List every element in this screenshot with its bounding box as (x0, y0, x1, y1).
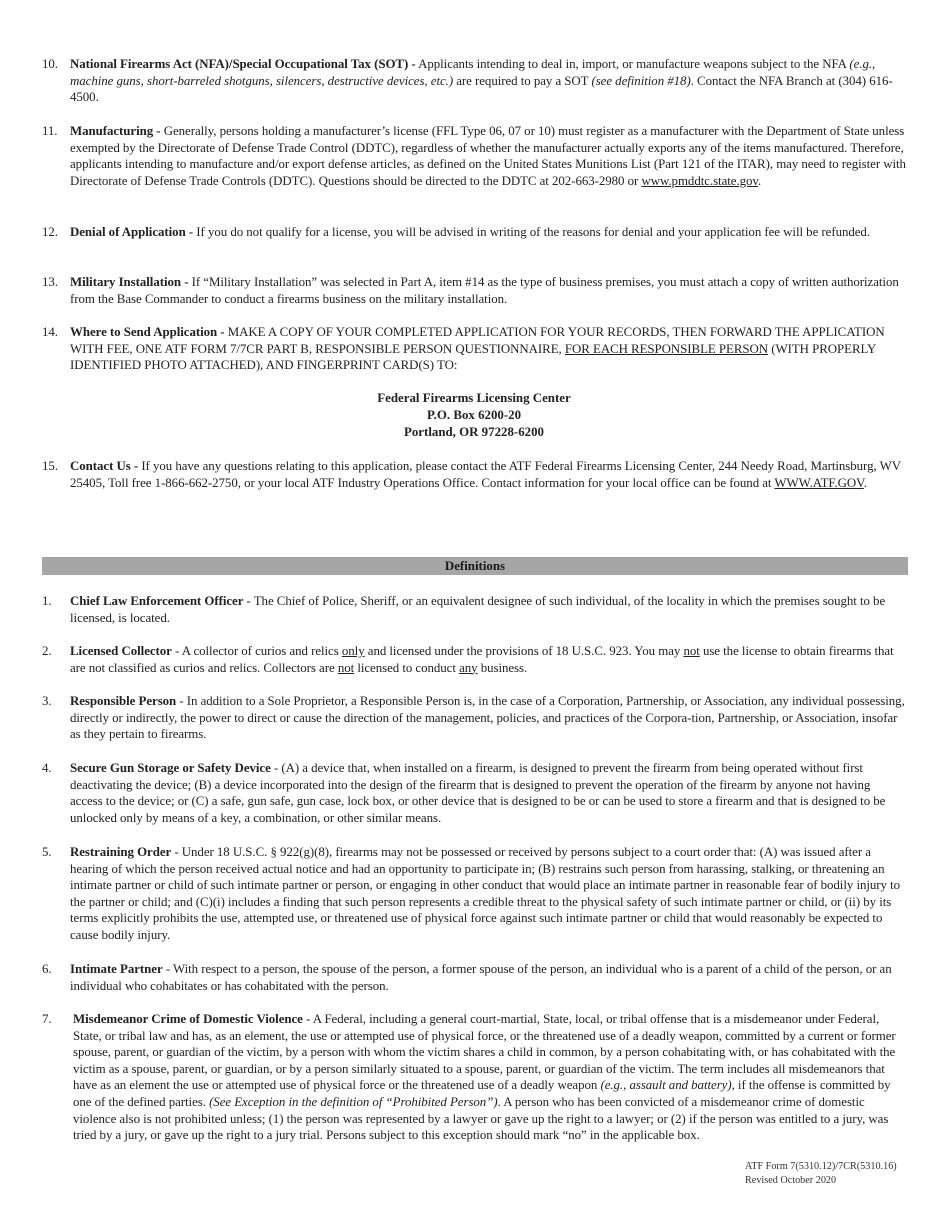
item-number: 10. (42, 57, 58, 71)
instruction-item-15 (42, 458, 906, 491)
definition-item-4 (42, 760, 906, 826)
address-line-1: Federal Firearms Licensing Center (377, 391, 571, 405)
address-line-2: P.O. Box 6200-20 (426, 408, 522, 422)
item-number: 15. (42, 459, 58, 473)
ddtc-website-link[interactable]: www.pmddtc.state.gov (641, 173, 758, 188)
item-body: Manufacturing - Generally, persons holding a manufacturer’s license (FFL Type 06, 07 or 10) must register as a manufacturer with the Department of State unless exempted by the Directorate of Defense Trade Control (DDTC), regardless of whether the manufacturer actually exports any of the items manufactured. Therefore, applicants intending to manufacture and/or export defense articles, as defined on the United States Munitions List (Part 121 of the ITAR), may need to register with Directorate of Defense Trade Controls (DDTC). Questions should be directed to the DDTC at 202-663-2980 or www.pmddtc.state.gov. (70, 124, 906, 188)
item-body: Restraining Order - Under 18 U.S.C. § 922(g)(8), firearms may not be possessed or received by persons subject to a court order that: (A) was issued after a hearing of which the person received actual notice and had an opportunity to participate in; (B) restrains such person from harassing, stalking, or threatening an intimate partner or child of such intimate partner or person, or engaging in other conduct that would place an intimate partner in reasonable fear of bodily injury to the partner or child; and (C)(i) includes a finding that such person represents a credible threat to the physical safety of such intimate partner or child, or (ii) by its terms explicitly prohibits the use, attempted use, or threatened use of physical force against such intimate partner or child that would reasonably be expected to cause bodily injury. (70, 845, 901, 942)
definition-item-5 (42, 844, 906, 944)
item-number: 2. (42, 644, 52, 658)
item-title: Intimate Partner (70, 962, 163, 976)
definition-item-1 (42, 593, 906, 626)
item-number: 3. (42, 694, 52, 708)
item-title: Denial of Application - (70, 225, 194, 239)
definition-item-3 (42, 693, 906, 743)
item-title: National Firearms Act (NFA)/Special Occupational Tax (SOT) - (70, 57, 416, 71)
item-body: Contact Us - If you have any questions relating to this application, please contact the ATF Federal Firearms Licensing Center, 244 Needy Road, Martinsburg, WV 25405, Toll free 1-866-662-2750, or your local ATF Industry Operations Office. Contact information for your local office can be found at WWW.ATF.GOV. (70, 459, 901, 490)
item-number: 1. (42, 594, 52, 608)
item-body: Secure Gun Storage or Safety Device - (A) a device that, when installed on a firearm, is designed to prevent the firearm from being operated without first deactivating the device; (B) a device incorporated into the design of the firearm that is designed to prevent the operation of the firearm by anyone not having access to the device; or (C) a safe, gun safe, gun case, lock box, or other device that is designed to be or can be used to store a firearm and that is designed to be unlocked only by means of a key, a combination, or other similar means. (70, 761, 886, 825)
instruction-item-13 (42, 274, 906, 307)
item-title: Contact Us - (70, 459, 139, 473)
item-number: 14. (42, 325, 58, 339)
instruction-item-12 (42, 224, 906, 241)
definitions-header: Definitions (42, 557, 908, 575)
item-title: Military Installation - (70, 275, 189, 289)
mailing-address (42, 390, 906, 441)
item-number: 5. (42, 845, 52, 859)
item-number: 11. (42, 124, 58, 138)
instruction-item-14 (42, 324, 906, 374)
item-body: Military Installation - If “Military Installation” was selected in Part A, item #14 as the type of business premises, you must attach a copy of written authorization from the Base Commander to conduct a firearms business on the military installation. (70, 275, 899, 306)
form-number: ATF Form 7(5310.12)/7CR(5310.16) (745, 1161, 897, 1172)
item-title: Misdemeanor Crime of Domestic Violence (73, 1012, 303, 1026)
instruction-item-10 (42, 56, 906, 106)
item-title: Licensed Collector (70, 644, 172, 658)
item-title: Manufacturing - (70, 124, 161, 138)
item-number: 4. (42, 761, 52, 775)
form-footer (745, 1160, 897, 1187)
item-title: Restraining Order (70, 845, 172, 859)
item-title: Chief Law Enforcement Officer (70, 594, 244, 608)
definition-item-7 (42, 1011, 906, 1144)
item-number: 12. (42, 225, 58, 239)
item-body: Where to Send Application - MAKE A COPY OF YOUR COMPLETED APPLICATION FOR YOUR RECORDS, THEN FORWARD THE APPLICATION WITH FEE, ONE ATF FORM 7/7CR PART B, RESPONSIBLE PERSON QUESTIONNAIRE, FOR EACH RESPONSIBLE PERSON (WITH PROPERLY IDENTIFIED PHOTO ATTACHED), AND FINGERPRINT CARD(S) TO: (70, 325, 885, 373)
definition-item-2 (42, 643, 906, 676)
item-number: 13. (42, 275, 58, 289)
item-title: Where to Send Application - (70, 325, 225, 339)
item-body: Responsible Person - In addition to a Sole Proprietor, a Responsible Person is, in the case of a Corporation, Partnership, or Association, any individual possessing, directly or indirectly, the power to direct or cause the direction of the management, policies, and practices of the Corpora-tion, Partnership, or Association, insofar as they pertain to firearms. (70, 694, 905, 742)
item-body: Denial of Application - If you do not qualify for a license, you will be advised in writing of the reasons for denial and your application fee will be refunded. (70, 225, 870, 239)
item-number: 7. (42, 1012, 52, 1026)
item-body: Misdemeanor Crime of Domestic Violence - A Federal, including a general court-martial, State, local, or tribal offense that is a misdemeanor under Federal, State, or tribal law and has, as an element, the use or attempted use of physical force, or the threatened use of a deadly weapon, committed by a current or former spouse, parent, or guardian of the victim, by a person with whom the victim shares a child in common, by a person cohabitating with, or has cohabitated with the victim as a spouse, parent, or guardian, or by a person similarly situated to a spouse, parent, or guardian of the victim. The term includes all misdemeanors that have as an element the use or attempted use of physical force or the threatened use of a deadly weapon (e.g., assault and battery), if the offense is committed by one of the defined parties. (See Exception in the definition of “Prohibited Person”). A person who has been convicted of a misdemeanor crime of domestic violence also is not prohibited unless; (1) the person was represented by a lawyer or gave up the right to a lawyer; or (2) if the person was entitled to a jury, was tried by a jury, or gave up the right to a jury trial. Persons subject to this exception should mark “no” in the applicable box. (73, 1012, 896, 1143)
atf-website-link[interactable]: WWW.ATF.GOV (774, 475, 864, 490)
instruction-item-11 (42, 123, 906, 189)
revision-date: Revised October 2020 (745, 1174, 837, 1186)
item-body: Chief Law Enforcement Officer - The Chief of Police, Sheriff, or an equivalent designee of such individual, of the locality in which the premises sought to be licensed, is located. (70, 594, 886, 625)
item-number: 6. (42, 962, 52, 976)
item-title: Secure Gun Storage or Safety Device (70, 761, 271, 775)
definition-item-6 (42, 961, 906, 994)
address-line-3: Portland, OR 97228-6200 (403, 425, 544, 439)
item-body: Intimate Partner - With respect to a person, the spouse of the person, a former spouse of the person, an individual who is a parent of a child of the person, or an individual who cohabitates or has cohabitated with the person. (70, 962, 892, 993)
item-body: Licensed Collector - A collector of curios and relics only and licensed under the provisions of 18 U.S.C. 923. You may not use the license to obtain firearms that are not classified as curios and relics. Collectors are not licensed to conduct any business. (70, 644, 894, 675)
item-body: National Firearms Act (NFA)/Special Occupational Tax (SOT) - Applicants intending to deal in, import, or manufacture weapons subject to the NFA (e.g., machine guns, short-barreled shotguns, silencers, destructive devices, etc.) are required to pay a SOT (see definition #18). Contact the NFA Branch at (304) 616-4500. (70, 57, 893, 105)
item-title: Responsible Person (70, 694, 177, 708)
